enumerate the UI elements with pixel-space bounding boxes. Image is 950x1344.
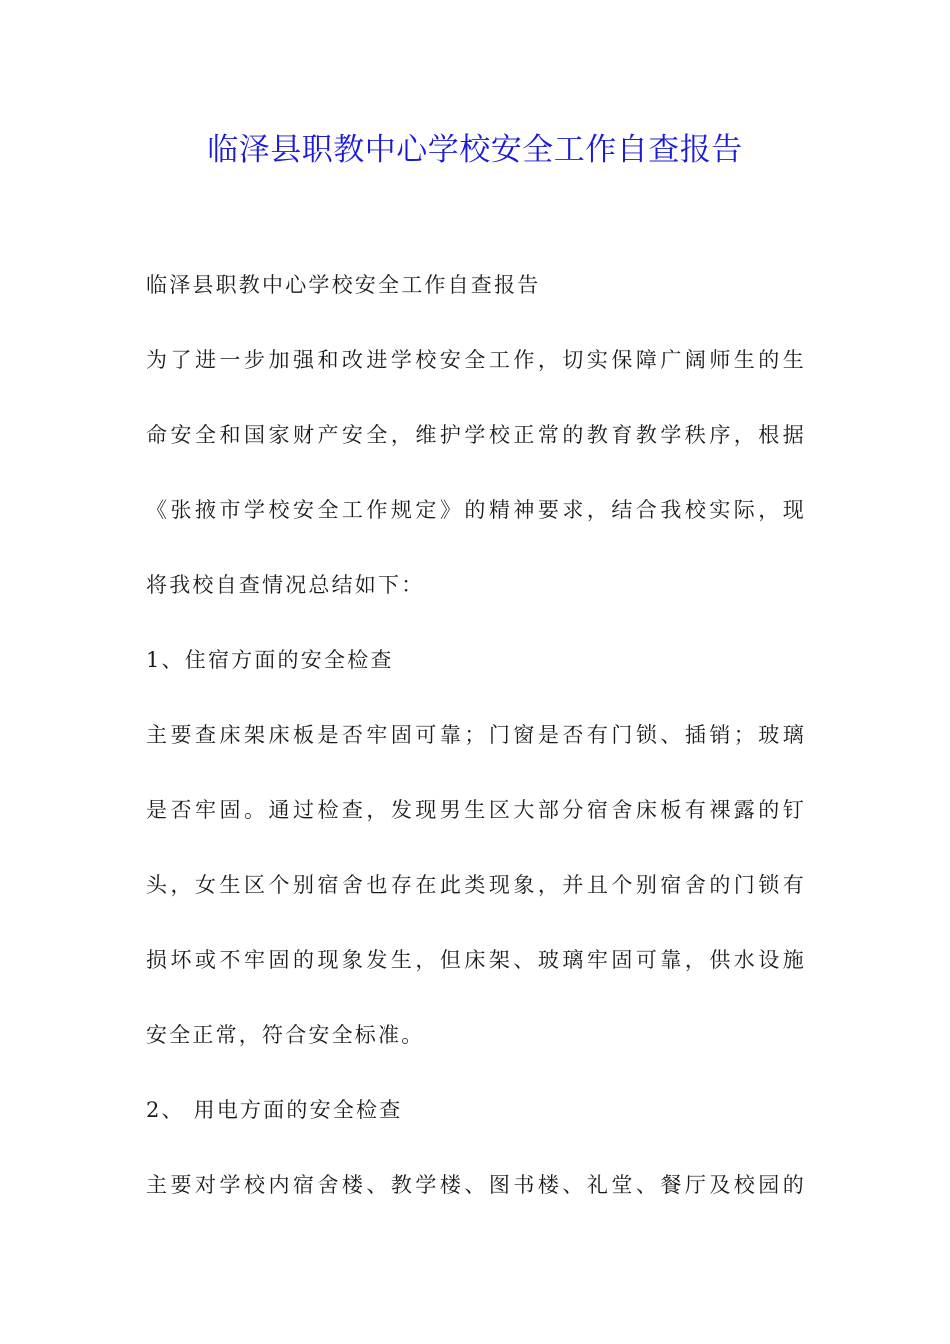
document-title: 临泽县职教中心学校安全工作自查报告 xyxy=(207,132,743,168)
body-line: 将我校自查情况总结如下： xyxy=(146,573,425,597)
body-line: 头，女生区个别宿舍也存在此类现象，并且个别宿舍的门锁有 xyxy=(146,873,806,897)
body-line: 损坏或不牢固的现象发生，但床架、玻璃牢固可靠，供水设施 xyxy=(146,948,806,972)
section-heading-2: 2、 用电方面的安全检查 xyxy=(146,1098,403,1122)
body-line: 主要对学校内宿舍楼、教学楼、图书楼、礼堂、餐厅及校园的 xyxy=(146,1173,806,1197)
body-line: 《张掖市学校安全工作规定》的精神要求，结合我校实际，现 xyxy=(146,498,806,522)
body-line: 为了进一步加强和改进学校安全工作，切实保障广阔师生的生 xyxy=(146,348,806,372)
body-line: 命安全和国家财产安全，维护学校正常的教育教学秩序，根据 xyxy=(146,423,806,447)
document-body xyxy=(146,262,806,1237)
section-heading-1: 1、住宿方面的安全检查 xyxy=(146,648,394,672)
body-line-subtitle: 临泽县职教中心学校安全工作自查报告 xyxy=(146,273,541,297)
body-line: 主要查床架床板是否牢固可靠；门窗是否有门锁、插销；玻璃 xyxy=(146,723,806,747)
body-line: 是否牢固。通过检查，发现男生区大部分宿舍床板有裸露的钉 xyxy=(146,798,806,822)
body-line: 安全正常，符合安全标准。 xyxy=(146,1023,425,1047)
